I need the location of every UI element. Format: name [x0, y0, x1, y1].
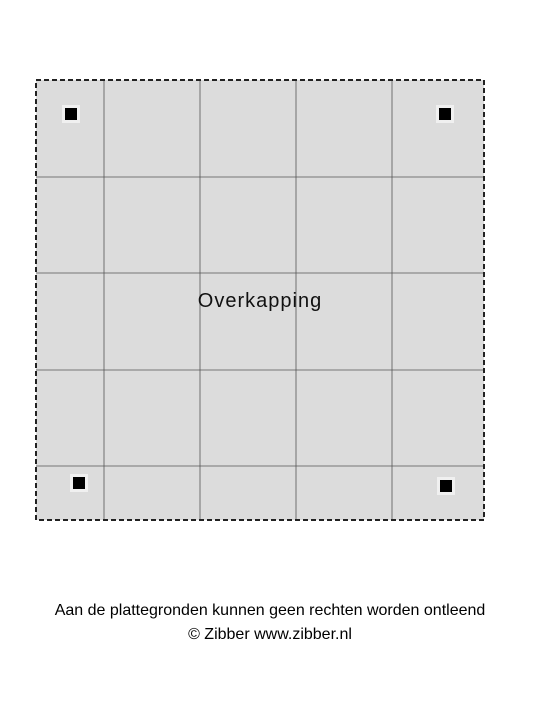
copyright-text: © Zibber www.zibber.nl — [188, 626, 352, 643]
post-top-right — [439, 108, 451, 120]
disclaimer-text: Aan de plattegronden kunnen geen rechten worden ontleend — [54, 602, 486, 619]
post-bottom-left — [73, 477, 85, 489]
canopy-label: Overkapping — [197, 290, 323, 312]
canopy-area — [36, 80, 484, 520]
post-bottom-right — [440, 480, 452, 492]
post-top-left — [65, 108, 77, 120]
